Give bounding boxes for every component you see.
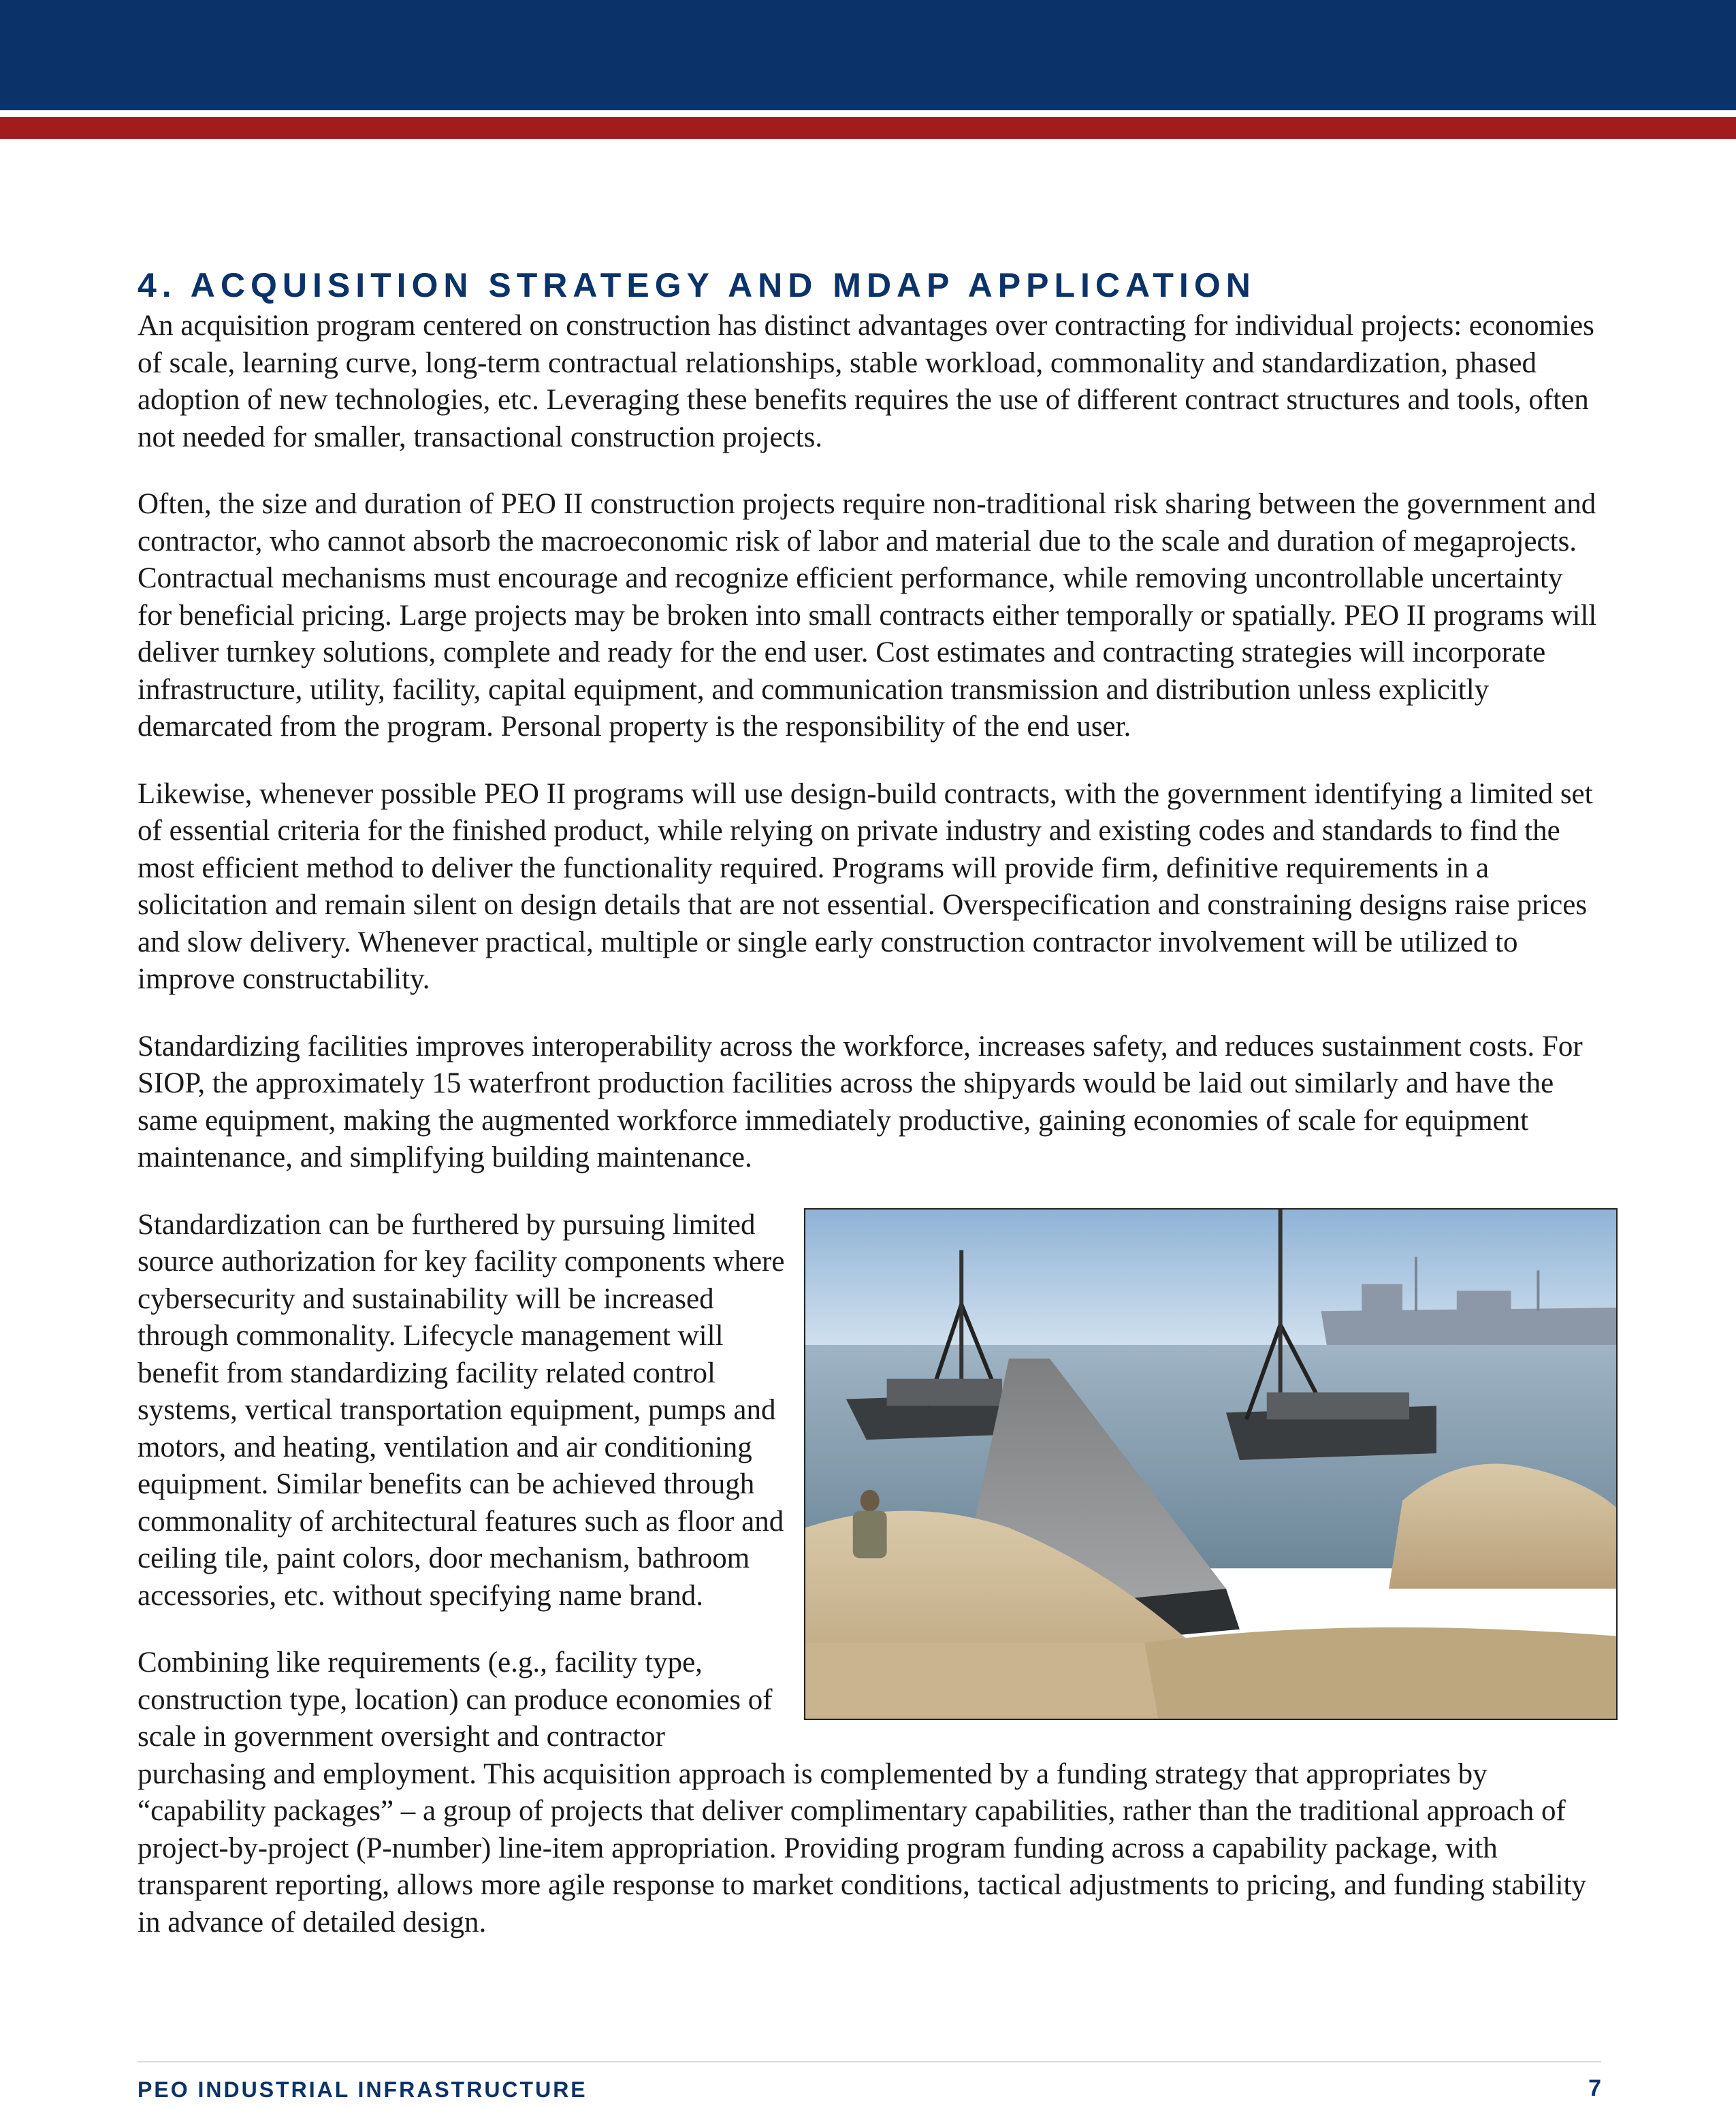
paragraph: Likewise, whenever possible PEO II programs will use design-build contracts, with the government identifying a limited set of essential criteria for the finished product, while relying on private industry and existing codes and standards to find the most efficient method to deliver the functionality required. Programs will provide firm, definitive requirements in a solicitation and remain silent on design details that are not essential. Overspecification and constraining designs raise prices and slow delivery. Whenever practical, multiple or single early construction contractor involvement will be utilized to improve constructability. — [138, 777, 1593, 995]
header-divider-line — [0, 110, 1736, 117]
main-content — [138, 264, 1601, 1971]
section-title: 4. ACQUISITION STRATEGY AND MDAP APPLICATION — [138, 266, 1256, 304]
footer-divider — [138, 2061, 1601, 2062]
paragraph: An acquisition program centered on construction has distinct advantages over contracting for individual projects: economies of scale, learning curve, long-term contractual relationships, stable workload, commonality and standardization, phased adoption of new technologies, etc. Leveraging these benefits requires the use of different contract structures and tools, often not needed for smaller, transactional construction projects. — [138, 310, 1594, 453]
footer-org-name: PEO INDUSTRIAL INFRASTRUCTURE — [138, 2077, 588, 2102]
paragraph: Standardizing facilities improves interoperability across the workforce, increases safety, and reduces sustainment costs. For SIOP, the approximately 15 waterfront production facilities across the shipyards would be laid out similarly and have the same equipment, making the augmented workforce immediately productive, gaining economies of scale for equipment maintenance, and simplifying building maintenance. — [138, 1030, 1583, 1173]
page-number: 7 — [1588, 2075, 1601, 2101]
header-red-band — [0, 117, 1736, 139]
paragraph: Standardization can be furthered by pursuing limited source authorization for key facility components where cybersecurity and sustainability will be increased through commonality. Lifecycle management will benefit from standardizing facility related control systems, vertical transportation equipment, pumps and motors, and heating, ventilation and air conditioning equipment. Similar benefits can be achieved through commonality of architectural features such as floor and ceiling tile, paint colors, door mechanism, bathroom accessories, etc. without specifying name brand. — [138, 1208, 785, 1612]
header-navy-band — [0, 0, 1736, 110]
paragraph: Combining like requirements (e.g., facility type, construction type, location) can produce economies of scale in government oversight and contractor purchasing and employment. This acquisition approach is complemented by a funding strategy that appropriates by “capability packages” – a group of projects that deliver complimentary capabilities, rather than the traditional approach of project-by-project (P-number) line-item appropriation. Providing program funding across a capability package, with transparent reporting, allows more agile response to market conditions, tactical adjustments to pricing, and funding stability in advance of detailed design. — [138, 1647, 1586, 1939]
photo-causeway-pier — [804, 1208, 1618, 1720]
paragraph: Often, the size and duration of PEO II construction projects require non-traditional risk sharing between the government and contractor, who cannot absorb the macroeconomic risk of labor and material due to the scale and duration of megaprojects. Contractual mechanisms must encourage and recognize efficient performance, while removing uncontrollable uncertainty for beneficial pricing. Large projects may be broken into small contracts either temporally or spatially. PEO II programs will deliver turnkey solutions, complete and ready for the end user. Cost estimates and contracting strategies will incorporate infrastructure, utility, facility, capital equipment, and communication transmission and distribution unless explicitly demarcated from the program. Personal property is the responsibility of the end user. — [138, 488, 1597, 743]
